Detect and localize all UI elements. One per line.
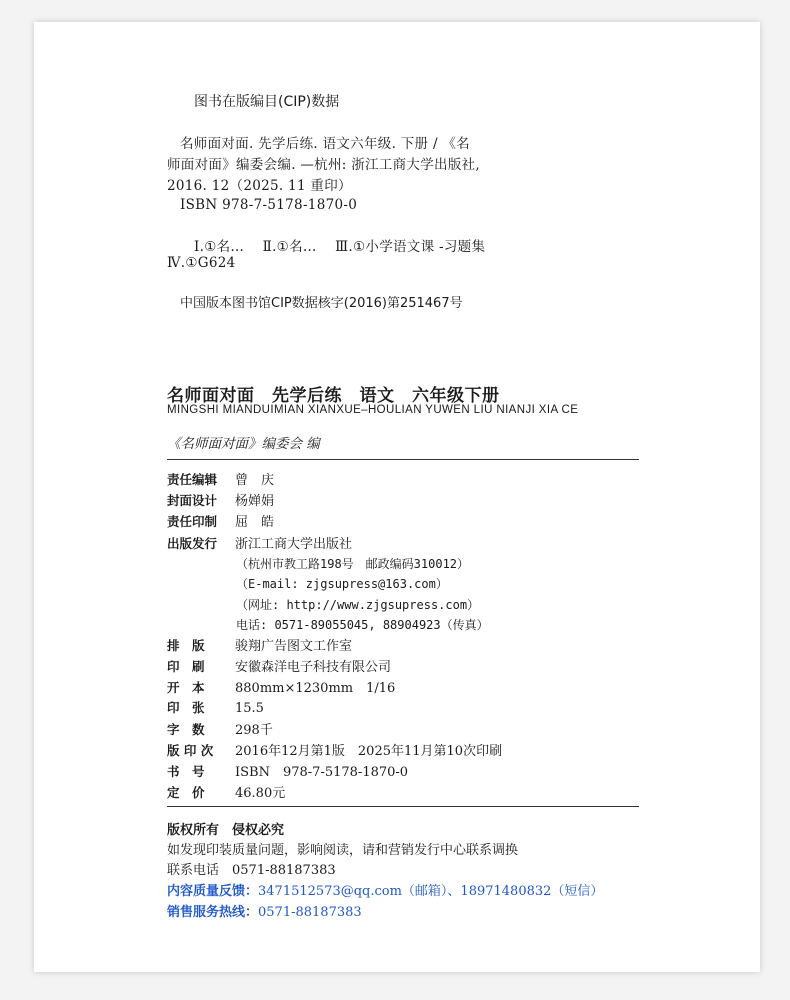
divider-bottom: [167, 806, 639, 807]
info-value: 曾 庆: [235, 473, 275, 488]
info-value: ISBN 978-7-5178-1870-0: [235, 765, 409, 780]
info-row-editor: [167, 469, 274, 488]
info-row-word-count: [167, 719, 273, 738]
copyright-notice: 版权所有 侵权必究: [167, 823, 285, 838]
info-value: 杨婵娟: [235, 494, 275, 509]
info-label: 字 数: [167, 722, 205, 737]
hotline-value: 0571-88187383: [258, 905, 362, 920]
cip-line-1: 名师面对面. 先学后练. 语文六年级. 下册 / 《名: [180, 136, 470, 152]
cip-verification-number: 中国版本图书馆CIP数据核字(2016)第251467号: [180, 296, 463, 311]
info-row-print-responsible: [167, 511, 274, 530]
book-title-pinyin: MINGSHI MIANDUIMIAN XIANXUE–HOULIAN YUWEN LIU NIANJI XIA CE: [167, 404, 579, 416]
info-value: 浙江工商大学出版社: [235, 537, 353, 552]
cip-line-3: 2016. 12（2025. 11 重印）: [167, 178, 352, 194]
info-value: 安徽森洋电子科技有限公司: [235, 660, 392, 675]
content-feedback: [167, 880, 603, 899]
info-value: 46.80元: [235, 786, 286, 801]
info-value: 15.5: [235, 701, 264, 716]
info-row-price: [167, 782, 285, 801]
cip-line-2: 师面对面》编委会编. —杭州: 浙江工商大学出版社,: [167, 157, 481, 173]
cip-classification-1: Ⅰ.①名… Ⅱ.①名… Ⅲ.①小学语文课 -习题集: [194, 239, 486, 255]
contact-phone: 联系电话 0571-88187383: [167, 863, 336, 878]
hotline-label: 销售服务热线：: [167, 905, 259, 920]
publisher-website: （网址: http://www.zjgsupress.com）: [236, 598, 480, 612]
cip-isbn: ISBN 978-7-5178-1870-0: [180, 197, 358, 213]
info-row-book-number: [167, 761, 408, 780]
quality-report-notice: 如发现印装质量问题，影响阅读，请和营销发行中心联系调换: [167, 843, 519, 858]
book-editors: 《名师面对面》编委会 编: [167, 436, 320, 452]
info-row-sheets: [167, 698, 264, 716]
feedback-label: 内容质量反馈：: [167, 884, 259, 899]
feedback-value: 3471512573@qq.com（邮箱）、18971480832（短信）: [258, 884, 604, 899]
info-row-edition: [167, 740, 502, 759]
info-row-publisher: [167, 533, 352, 552]
info-label: 书 号: [167, 764, 205, 779]
info-label: 印 张: [167, 700, 205, 715]
publisher-phone: 电话: 0571-89055045, 88904923（传真）: [236, 618, 489, 632]
info-label: 责任编辑: [167, 472, 218, 487]
info-row-cover-design: [167, 490, 274, 509]
copyright-page: [34, 22, 760, 972]
info-row-printer: [167, 656, 391, 675]
info-value: 298千: [235, 723, 273, 738]
info-value: 880mm×1230mm 1/16: [235, 681, 396, 696]
divider-top: [167, 459, 639, 460]
info-value: 骏翔广告图文工作室: [235, 639, 353, 654]
info-label: 封面设计: [167, 493, 218, 508]
info-row-format: [167, 677, 395, 696]
cip-classification-2: Ⅳ.①G624: [167, 255, 236, 271]
info-value: 屈 皓: [235, 515, 275, 530]
info-label: 排 版: [167, 638, 205, 653]
info-label: 责任印制: [167, 514, 218, 529]
book-title: 名师面对面 先学后练 语文 六年级下册: [167, 386, 500, 406]
info-label: 开 本: [167, 680, 205, 695]
sales-hotline: [167, 901, 362, 920]
info-label: 版 印 次: [167, 743, 214, 758]
cip-title: 图书在版编目(CIP)数据: [194, 94, 340, 110]
publisher-address: （杭州市教工路198号 邮政编码310012）: [236, 557, 470, 571]
info-label: 出版发行: [167, 536, 218, 551]
info-value: 2016年12月第1版 2025年11月第10次印刷: [235, 744, 503, 759]
info-row-typeset: [167, 635, 352, 654]
publisher-email: （E-mail: zjgsupress@163.com）: [236, 577, 448, 591]
info-label: 印 刷: [167, 659, 205, 674]
info-label: 定 价: [167, 785, 205, 800]
